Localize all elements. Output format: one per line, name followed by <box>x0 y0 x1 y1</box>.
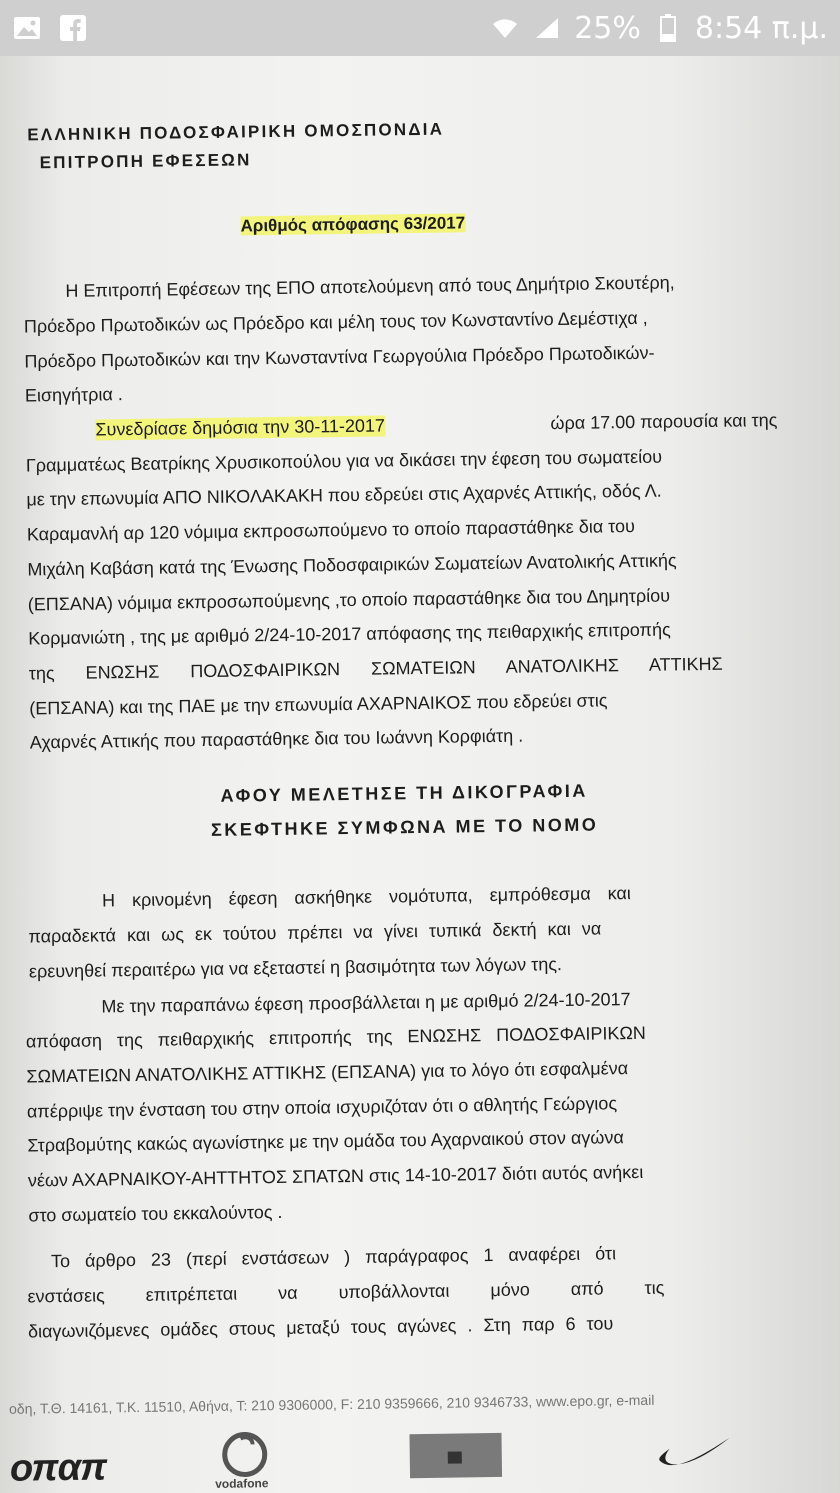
paragraph-line: ερευνηθεί περαιτέρω για να εξεταστεί η βασιμότητα των λόγων της. <box>28 954 563 982</box>
paragraph-line: της ΕΝΩΣΗΣ ΠΟΔΟΣΦΑΙΡΙΚΩΝ ΣΩΜΑΤΕΙΩΝ ΑΝΑΤΟΛΙΚΗΣ ΑΤΤΙΚΗΣ <box>28 653 723 684</box>
vodafone-logo <box>214 1428 275 1493</box>
sponsor-logos <box>9 1420 840 1493</box>
paragraph-line: Καραμανλή αρ 120 νόμιμα εκπροσωπούμενο το οποίο παραστάθηκε δια του <box>26 515 636 545</box>
paragraph-line: Πρόεδρο Πρωτοδικών ως Πρόεδρο και μέλη τους τον Κωνσταντίνο Δεμέστιχα , <box>23 307 648 337</box>
paragraph-line: νέων ΑΧΑΡΝΑΙΚΟΥ-ΑΗΤΤΗΤΟΣ ΣΠΑΤΩΝ στις 14-10-2017 διότι αυτός ανήκει <box>27 1161 644 1191</box>
paragraph-line: Η κρινομένη έφεση ασκήθηκε νομότυπα, εμπρόθεσμα και <box>101 883 631 911</box>
opap-logo: οπαπ <box>9 1446 107 1490</box>
wifi-icon <box>490 13 520 43</box>
decision-title <box>240 213 465 236</box>
paragraph-line: παραδεκτά και ως εκ τούτου πρέπει να γίνει τυπικά δεκτή και να <box>28 918 602 947</box>
session-date-highlight: Συνεδρίασε δημόσια την 30-11-2017 <box>95 415 386 440</box>
paragraph-line: ενστάσεις επιτρέπεται να υποβάλλονται μόνο από τις <box>27 1277 665 1307</box>
paragraph-line: Στραβομύτης κακώς αγωνίστηκε με την ομάδα του Αχαρναικού στον αγώνα <box>27 1127 624 1156</box>
paragraph-line: με την επωνυμία ΑΠΟ ΝΙΚΟΛΑΚΑΚΗ που εδρεύει στις Αχαρνές Αττικής, οδός Λ. <box>26 480 662 510</box>
sponsor-badge-logo <box>409 1433 502 1478</box>
paragraph-line: Κορμανιώτη , της με αριθμό 2/24-10-2017 απόφασης της πειθαρχικής επιτροπής <box>28 619 671 649</box>
paragraph-line: διαγωνιζόμενες ομάδες στους μεταξύ τους αγώνες . Στη παρ 6 του <box>27 1313 614 1342</box>
session-time-text: ώρα 17.00 παρουσία και της <box>550 409 778 434</box>
paragraph-line: Αχαρνές Αττικής που παραστάθηκε δια του Ιωάννη Κορφιάτη . <box>29 725 524 753</box>
paragraph-line: Γραμματέως Βεατρίκης Χρυσικοπούλου για να δικάσει την έφεση του σωματείου <box>25 446 663 476</box>
status-bar <box>0 0 840 56</box>
section-heading: ΣΚΕΦΤΗΚΕ ΣΥΜΦΩΝΑ ΜΕ ΤΟ ΝΟΜΟ <box>210 814 599 840</box>
signal-icon <box>532 13 562 43</box>
battery-percentage: 25% <box>574 10 641 46</box>
document-page <box>0 56 840 1493</box>
committee-name: ΕΠΙΤΡΟΠΗ ΕΦΕΣΕΩΝ <box>39 150 252 173</box>
paragraph-line: Το άρθρο 23 (περί ενστάσεων ) παράγραφος 1 αναφέρει ότι <box>50 1243 617 1272</box>
paragraph-line: Πρόεδρο Πρωτοδικών και την Κωνσταντίνα Γεωργούλια Πρόεδρο Πρωτοδικών- <box>24 342 655 372</box>
paragraph-line: απόφαση της πειθαρχικής επιτροπής της ΕΝΩΣΗΣ ΠΟΔΟΣΦΑΙΡΙΚΩΝ <box>25 1022 646 1052</box>
battery-icon <box>653 13 683 43</box>
document-footer: οδη, Τ.Θ. 14161, Τ.Κ. 11510, Αθήνα, Τ: 210 9306000, F: 210 9359666, 210 9346733, www.epo.gr, e-mail <box>8 1391 655 1417</box>
paragraph-line: Η Επιτροπή Εφέσεων της ΕΠΟ αποτελούμενη από τους Δημήτριο Σκουτέρη, <box>65 272 675 301</box>
gallery-icon <box>12 13 42 43</box>
paragraph-line: (ΕΠΣΑΝΑ) νόμιμα εκπροσωπούμενης ,το οποίο παραστάθηκε δια του Δημητρίου <box>27 585 671 615</box>
vodafone-logo-text: vodafone <box>215 1476 269 1491</box>
paragraph-line: Εισηγήτρια . <box>24 384 123 406</box>
paragraph-line: (ΕΠΣΑΝΑ) και της ΠΑΕ με την επωνυμία ΑΧΑΡΝΑΙΚΟΣ που εδρεύει στις <box>29 690 608 719</box>
document-photo <box>0 56 840 1493</box>
facebook-icon <box>58 13 88 43</box>
paragraph-line: ΣΩΜΑΤΕΙΩΝ ΑΝΑΤΟΛΙΚΗΣ ΑΤΤΙΚΗΣ (ΕΠΣΑΝΑ) για το λόγο ότι εσφαλμένα <box>26 1058 629 1087</box>
clock: 8:54 π.μ. <box>694 10 828 46</box>
paragraph-line <box>95 410 777 441</box>
decision-title-text: Αριθμός απόφασης 63/2017 <box>240 213 466 236</box>
nike-swoosh-icon <box>657 1430 732 1476</box>
org-name: ΕΛΛΗΝΙΚΗ ΠΟΔΟΣΦΑΙΡΙΚΗ ΟΜΟΣΠΟΝΔΙΑ <box>27 119 445 145</box>
paragraph-line: απέρριψε την ένσταση του στην οποία ισχυριζόταν ότι ο αθλητής Γεώργιος <box>26 1093 618 1122</box>
paragraph-line: Μιχάλη Καβάση κατά της Ένωσης Ποδοσφαιρικών Σωματείων Ανατολικής Αττικής <box>27 550 677 580</box>
section-heading: ΑΦΟΥ ΜΕΛΕΤΗΣΕ ΤΗ ΔΙΚΟΓΡΑΦΙΑ <box>220 780 588 806</box>
paragraph-line: Με την παραπάνω έφεση προσβάλλεται η με αριθμό 2/24-10-2017 <box>101 989 631 1017</box>
paragraph-line: στο σωματείο του εκκαλούντος . <box>28 1201 283 1226</box>
